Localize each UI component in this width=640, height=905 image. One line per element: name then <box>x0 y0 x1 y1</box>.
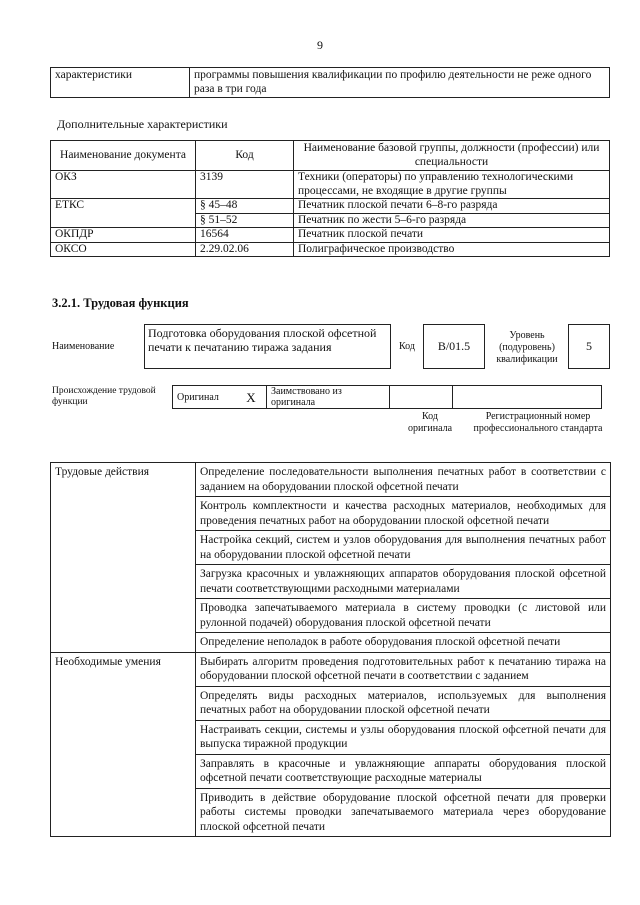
table-row <box>51 463 611 497</box>
row-code: 16564 <box>196 228 294 243</box>
original-code-caption: Код оригинала <box>407 411 453 434</box>
row-name: Печатник по жести 5–6-го разряда <box>294 213 610 228</box>
registration-number-cell <box>453 386 602 409</box>
additional-characteristics-title: Дополнительные характеристики <box>57 117 228 131</box>
list-item: Определение последовательности выполнения печатных работ в соответствии с заданием на оборудовании плоской офсетной печати <box>196 463 611 497</box>
row-code: 2.29.02.06 <box>196 242 294 257</box>
function-heading: 3.2.1. Трудовая функция <box>52 296 189 310</box>
list-item: Проводка запечатываемого материала в систему проводки (с листовой или рулонной подачей) оборудования плоской офсетной печати <box>196 599 611 633</box>
header-code: Код <box>196 141 294 171</box>
row-code: 3139 <box>196 171 294 199</box>
labor-actions-label: Трудовые действия <box>51 463 196 653</box>
list-item: Загрузка красочных и увлажняющих аппаратов оборудования плоской офсетной печати соответствующими расходными материалами <box>196 565 611 599</box>
list-item: Приводить в действие оборудование плоской офсетной печати для проверки работы системы проводки запечатываемого материала через оборудование плоской офсетной печати <box>196 788 611 837</box>
function-code-box <box>423 324 485 369</box>
row-doc: ОКЗ <box>51 171 196 199</box>
list-item: Выбирать алгоритм проведения подготовительных работ к печатанию тиража на оборудовании плоской офсетной печати в соответствии с заданием <box>196 652 611 686</box>
row-doc: ОКСО <box>51 242 196 257</box>
function-code-value: В/01.5 <box>437 339 471 353</box>
row-code: § 45–48 <box>196 199 294 214</box>
function-code-label: Код <box>399 341 415 352</box>
original-mark: X <box>236 386 267 409</box>
qualification-level-label: Уровень (подуровень) квалификации <box>496 330 558 365</box>
borrowed-label: Заимствовано из оригинала <box>267 386 390 409</box>
table-row <box>51 652 611 686</box>
row-code: § 51–52 <box>196 213 294 228</box>
labor-function-table <box>50 462 611 837</box>
table-row <box>51 199 610 214</box>
header-document: Наименование документа <box>51 141 196 171</box>
qualification-level-box <box>568 324 610 369</box>
page-number: 9 <box>317 38 323 52</box>
row-doc: ОКПДР <box>51 228 196 243</box>
table-row <box>51 228 610 243</box>
table-row <box>51 242 610 257</box>
row-name: Печатник плоской печати 6–8-го разряда <box>294 199 610 214</box>
list-item: Контроль комплектности и качества расходных материалов, необходимых для проведения печатных работ на оборудовании плоской офсетной печати <box>196 497 611 531</box>
characteristics-text: программы повышения квалификации по профилю деятельности не реже одного раза в три года <box>190 68 610 98</box>
function-name-label: Наименование <box>52 341 115 352</box>
original-code-cell <box>390 386 453 409</box>
characteristics-table <box>50 67 610 98</box>
list-item: Определять виды расходных материалов, используемых для выполнения печатных работ на оборудовании плоской офсетной печати <box>196 686 611 720</box>
characteristics-label: характеристики <box>51 68 190 98</box>
list-item: Заправлять в красочные и увлажняющие аппараты оборудования плоской офсетной печати соответствующие расходные материалы <box>196 754 611 788</box>
header-group-name: Наименование базовой группы, должности (профессии) или специальности <box>294 141 610 171</box>
origin-label: Происхождение трудовой функции <box>52 386 156 407</box>
list-item: Определение неполадок в работе оборудования плоской офсетной печати <box>196 633 611 653</box>
registration-number-caption: Регистрационный номер профессионального стандарта <box>473 411 603 434</box>
function-name-box: Подготовка оборудования плоской офсетной печати к печатанию тиража задания <box>144 324 391 369</box>
row-doc: ЕТКС <box>51 199 196 228</box>
original-label: Оригинал <box>173 386 237 409</box>
row-name: Печатник плоской печати <box>294 228 610 243</box>
list-item: Настраивать секции, системы и узлы оборудования плоской офсетной печати для выпуска тиражной продукции <box>196 720 611 754</box>
additional-characteristics-table <box>50 140 610 257</box>
skills-label: Необходимые умения <box>51 652 196 837</box>
row-name: Полиграфическое производство <box>294 242 610 257</box>
list-item: Настройка секций, систем и узлов оборудования для выполнения печатных работ на оборудовании плоской офсетной печати <box>196 531 611 565</box>
table-row <box>51 171 610 199</box>
origin-table <box>172 385 602 409</box>
row-name: Техники (операторы) по управлению технологическими процессами, не входящие в другие группы <box>294 171 610 199</box>
qualification-level-value: 5 <box>586 339 592 353</box>
